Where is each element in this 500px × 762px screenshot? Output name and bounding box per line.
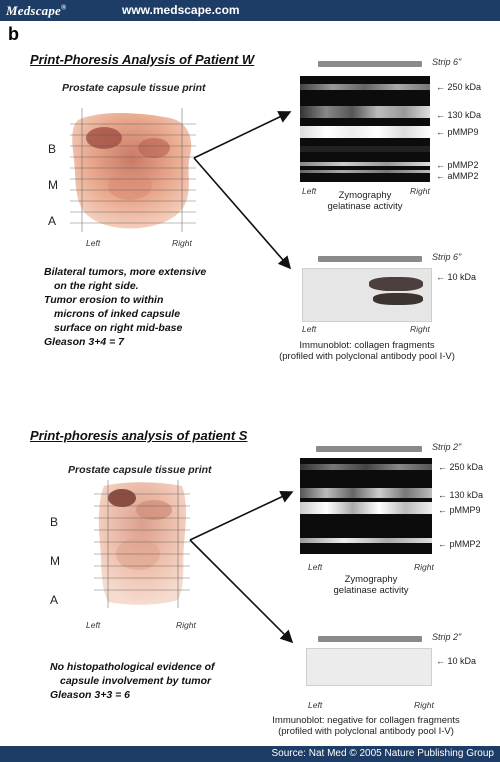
note-line: Bilateral tumors, more extensive	[44, 266, 207, 278]
caption-line: (profiled with polyclonal antibody pool I-V)	[279, 351, 455, 362]
patient-w-zymography-gel	[300, 76, 430, 182]
gel-right-label: Right	[414, 562, 434, 572]
caption-line: gelatinase activity	[333, 585, 409, 596]
marker-250kda: ← 250 kDa	[438, 462, 484, 472]
blot-left-label: Left	[308, 700, 323, 710]
note-line: capsule involvement by tumor	[60, 675, 212, 687]
caption-line: Immunoblot: collagen fragments	[299, 340, 435, 351]
patient-s-title: Print-phoresis analysis of patient S	[30, 428, 248, 443]
strip-label: Strip 6"	[432, 57, 462, 67]
patient-s-immunoblot-caption	[266, 715, 466, 737]
patient-w-immunoblot-caption	[272, 340, 462, 362]
note-line: Gleason 3+3 = 6	[50, 689, 130, 701]
marker-pmmp9: ← pMMP9	[438, 505, 481, 515]
caption-line: (profiled with polyclonal antibody pool I-V)	[278, 726, 454, 737]
patient-s-arrows	[186, 470, 304, 650]
header-bar	[0, 0, 500, 21]
patient-s-notes	[50, 660, 215, 702]
note-line: Gleason 3+4 = 7	[44, 336, 124, 348]
patient-w-zymography-caption	[320, 190, 410, 212]
marker-130kda: ← 130 kDa	[438, 490, 484, 500]
patient-w-tissue-left: Left	[86, 238, 101, 248]
strip-indicator	[318, 636, 422, 642]
patient-s-immunoblot	[306, 648, 432, 686]
footer-bar	[0, 746, 500, 762]
region-m-label: M	[50, 554, 60, 568]
region-m-label: M	[48, 178, 58, 192]
patient-s-tissue-label: Prostate capsule tissue print	[68, 464, 212, 476]
patient-s-tissue-left: Left	[86, 620, 101, 630]
note-line: No histopathological evidence of	[50, 661, 215, 673]
gel-right-label: Right	[410, 186, 430, 196]
patient-s-zymography-gel	[300, 458, 432, 554]
strip-label: Strip 2"	[432, 442, 462, 452]
marker-130kda: ← 130 kDa	[436, 110, 482, 120]
patient-s-zymography-caption	[326, 574, 416, 596]
blot-right-label: Right	[414, 700, 434, 710]
patient-w-tissue-label: Prostate capsule tissue print	[62, 82, 206, 94]
note-line: Tumor erosion to within	[44, 294, 164, 306]
blot-right-label: Right	[410, 324, 430, 334]
strip-indicator	[318, 61, 422, 67]
marker-pmmp2: ← pMMP2	[438, 539, 481, 549]
marker-ammp2: ← aMMP2	[436, 171, 479, 181]
gel-left-label: Left	[308, 562, 323, 572]
strip-label: Strip 2"	[432, 632, 462, 642]
patient-w-title: Print-Phoresis Analysis of Patient W	[30, 52, 255, 67]
region-b-label: B	[50, 515, 59, 529]
source-credit: Source: Nat Med © 2005 Nature Publishing Group	[271, 748, 494, 759]
patient-s-tissue-print	[94, 480, 190, 608]
caption-line: gelatinase activity	[327, 201, 403, 212]
caption-line: Zymography	[338, 190, 392, 201]
caption-line: Zymography	[344, 574, 398, 585]
patient-w-arrows	[190, 100, 300, 280]
caption-line: Immunoblot: negative for collagen fragments	[272, 715, 460, 726]
strip-label: Strip 6"	[432, 252, 462, 262]
patient-w-tissue-print	[70, 108, 196, 232]
blot-left-label: Left	[302, 324, 317, 334]
patient-w-immunoblot	[302, 268, 432, 322]
note-line: on the right side.	[54, 280, 139, 292]
marker-10kda: ← 10 kDa	[436, 272, 477, 282]
marker-250kda: ← 250 kDa	[436, 82, 482, 92]
patient-s-tissue-right: Right	[176, 620, 196, 630]
site-url[interactable]: www.medscape.com	[122, 3, 240, 17]
region-b-label: B	[48, 142, 57, 156]
marker-pmmp9: ← pMMP9	[436, 127, 479, 137]
region-a-label: A	[50, 593, 59, 607]
note-line: surface on right mid-base	[54, 322, 183, 334]
marker-10kda: ← 10 kDa	[436, 656, 477, 666]
strip-indicator	[316, 446, 422, 452]
region-a-label: A	[48, 214, 57, 228]
patient-w-tissue-right: Right	[172, 238, 192, 248]
panel-letter: b	[8, 24, 19, 44]
marker-pmmp2: ← pMMP2	[436, 160, 479, 170]
gel-left-label: Left	[302, 186, 317, 196]
note-line: microns of inked capsule	[54, 308, 181, 320]
medscape-logo[interactable]: Medscape®	[6, 3, 67, 18]
patient-w-notes	[44, 265, 206, 349]
strip-indicator	[318, 256, 422, 262]
